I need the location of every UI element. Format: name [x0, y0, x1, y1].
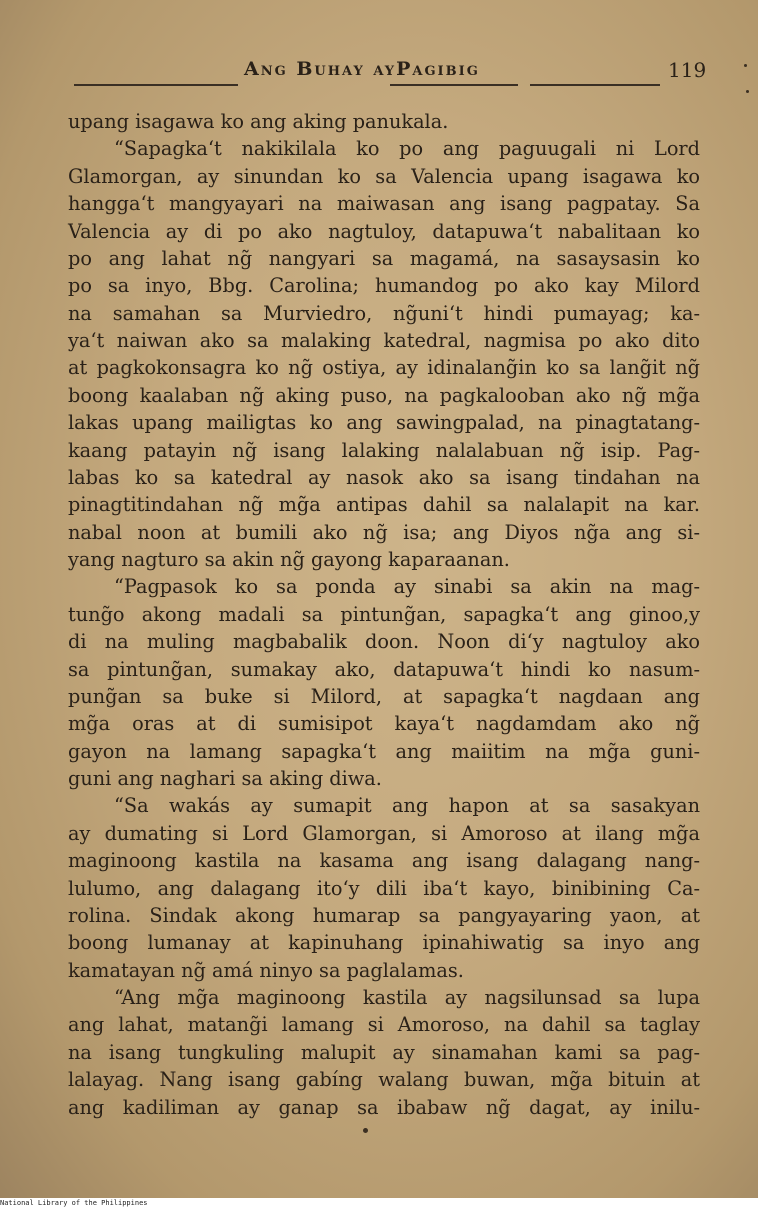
- text-line: po sa inyo, Bbg. Carolina; humandog po ako kay Milord: [68, 274, 700, 298]
- text-line: maginoong kastila na kasama ang isang dalagang nang-: [68, 849, 700, 873]
- text-line: ya‘t naiwan ako sa malaking katedral, nagmisa po ako dito: [68, 329, 700, 352]
- text-line: “Ang mg̃a maginoong kastila ay nagsilunsad sa lupa: [114, 986, 700, 1009]
- text-line: po ang lahat ng̃ nangyari sa magamá, na sasaysasin ko: [68, 246, 700, 270]
- body-text: [68, 108, 700, 1121]
- text-line: sa pintung̃an, sumakay ako, datapuwa‘t hindi ko nasum-: [68, 657, 700, 681]
- text-line: rolina. Sindak akong humarap sa pangyayaring yaon, at: [68, 903, 700, 927]
- text-line: kaang patayin ng̃ isang lalaking nalalabuan ng̃ isip. Pag-: [68, 438, 700, 462]
- text-line: at pagkokonsagra ko ng̃ ostiya, ay idinalang̃in ko sa lang̃it ng̃: [68, 356, 700, 380]
- text-line: “Sa wakás ay sumapit ang hapon at sa sasakyan: [114, 794, 700, 818]
- text-line: pung̃an sa buke si Milord, at sapagka‘t nagdaan ang: [68, 684, 700, 708]
- text-line: hangga‘t mangyayari na maiwasan ang isang pagpatay. Sa: [68, 192, 700, 216]
- footer-credit: National Library of the Philippines: [0, 1199, 148, 1207]
- ink-speck: [363, 1128, 368, 1133]
- ink-speck: [746, 90, 749, 93]
- text-line: Valencia ay di po ako nagtuloy, datapuwa‘t nabalitaan ko: [68, 219, 700, 243]
- header-rule-middle: [390, 84, 518, 86]
- running-title: Ang Buhay ayPagibig: [244, 58, 480, 80]
- text-line: nabal noon at bumili ako ng̃ isa; ang Diyos ng̃a ang si-: [68, 520, 700, 544]
- text-line: Glamorgan, ay sinundan ko sa Valencia upang isagawa ko: [68, 164, 700, 188]
- text-line: kamatayan ng̃ amá ninyo sa paglalamas.: [68, 958, 464, 982]
- text-line: di na muling magbabalik doon. Noon di‘y nagtuloy ako: [68, 630, 700, 654]
- text-line: “Sapagka‘t nakikilala ko po ang paguugali ni Lord: [114, 137, 700, 161]
- text-line: ang lahat, matang̃i lamang si Amoroso, na dahil sa taglay: [68, 1013, 700, 1037]
- text-line: lakas upang mailigtas ko ang sawingpalad, na pinagtatang-: [68, 411, 700, 435]
- text-line: yang nagturo sa akin ng̃ gayong kaparaanan.: [68, 548, 510, 571]
- text-line: lulumo, ang dalagang ito‘y dili iba‘t kayo, binibining Ca-: [68, 876, 700, 900]
- header-rule-left: [74, 84, 238, 86]
- text-line: lalayag. Nang isang gabíng walang buwan, mg̃a bituin at: [68, 1068, 700, 1092]
- text-line: boong kaalaban ng̃ aking puso, na pagkalooban ako ng̃ mg̃a: [68, 383, 700, 407]
- running-header: [0, 58, 758, 92]
- text-line: mg̃a oras at di sumisipot kaya‘t nagdamdam ako ng̃: [68, 712, 700, 736]
- text-line: guni ang naghari sa aking diwa.: [68, 767, 382, 790]
- text-line: tung̃o akong madali sa pintung̃an, sapagka‘t ang ginoo,y: [68, 602, 700, 626]
- text-line: pinagtitindahan ng̃ mg̃a antipas dahil sa nalalapit na kar.: [68, 493, 700, 517]
- text-line: gayon na lamang sapagka‘t ang maiitim na mg̃a guni-: [68, 739, 700, 763]
- page-number: 119: [668, 58, 707, 82]
- text-line: labas ko sa katedral ay nasok ako sa isang tindahan na: [68, 465, 700, 489]
- text-line: “Pagpasok ko sa ponda ay sinabi sa akin na mag-: [114, 575, 700, 599]
- text-line: ang kadiliman ay ganap sa ibabaw ng̃ dagat, ay inilu-: [68, 1095, 700, 1119]
- text-line: na samahan sa Murviedro, ng̃uni‘t hindi pumayag; ka-: [68, 301, 700, 325]
- ink-speck: [744, 64, 747, 67]
- header-rule-right: [530, 84, 660, 86]
- text-line: boong lumanay at kapinuhang ipinahiwatig sa inyo ang: [68, 931, 700, 955]
- text-line: ay dumating si Lord Glamorgan, si Amoroso at ilang mg̃a: [68, 821, 700, 845]
- text-line: na isang tungkuling malupit ay sinamahan kami sa pag-: [68, 1040, 700, 1064]
- text-line: upang isagawa ko ang aking panukala.: [68, 110, 449, 133]
